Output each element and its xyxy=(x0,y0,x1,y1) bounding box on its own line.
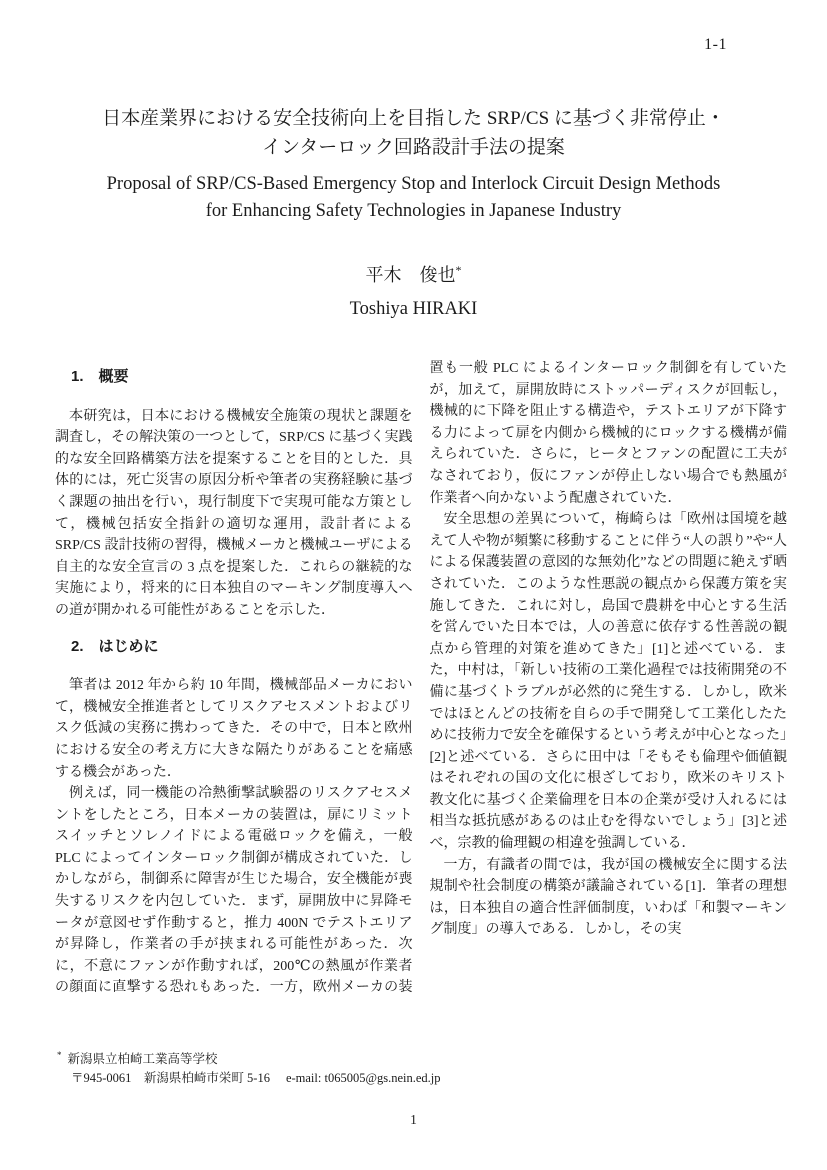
footnote xyxy=(57,1046,677,1088)
author-name-japanese xyxy=(0,261,827,287)
section-2-paragraph-4: 一方，有識者の間では，我が国の機械安全に関する法規制や社会制度の構築が議論されている[1]．筆者の理想は，日本独自の適合性評価制度，いわば「和製マーキング制度」の導入である．しかし，その実 xyxy=(429,857,787,938)
page-number: 1 xyxy=(410,1112,417,1127)
footnote-address: 〒945-0061 新潟県柏崎市栄町 5-16 xyxy=(71,1071,270,1086)
footnote-email-label: e-mail: xyxy=(285,1071,322,1086)
section-2-paragraph-1: 筆者は 2012 年から約 10 年間，機械部品メーカにおいて，機械安全推進者としてリスクアセスメントおよびリスク低減の実務に携わってきた．その中で，日本と欧州における安全の考え方に大きな隔たりがあることを痛感する機会があった． xyxy=(55,678,413,780)
title-block xyxy=(0,0,827,225)
footnote-affiliation: 新潟県立柏崎工業高等学校 xyxy=(67,1052,218,1067)
page-header-number: 1-1 xyxy=(704,36,727,53)
section-1-heading: 1. 概要 xyxy=(71,368,129,385)
title-english-line2: for Enhancing Safety Technologies in Japanese Industry xyxy=(205,201,622,221)
title-japanese-line1: 日本産業界における安全技術向上を目指した SRP/CS に基づく非常停止・ xyxy=(102,108,725,129)
title-english-line1: Proposal of SRP/CS-Based Emergency Stop and Interlock Circuit Design Methods xyxy=(106,174,721,194)
footnote-marker: * xyxy=(57,1050,62,1060)
author-affiliation-marker: * xyxy=(455,263,462,277)
section-2-heading: 2. はじめに xyxy=(71,637,159,655)
article-body xyxy=(55,358,787,1020)
section-2-paragraph-2: 例えば，同一機能の冷熱衝撃試験器のリスクアセスメントをしたところ，日本メーカの装置は，扉にリミットスイッチとソレノイドによる電磁ロックを備え，一般 PLC によってインターロック制御が構成されていた．しかしながら，制御系に障害が生じた場合，安全機能が喪失するリスクを内包していた．まず，扉開放中に昇降モータが意図せず作動すると，推力 400N でテストエリアが昇降し，作業者の手が挟まれる可能性があった．次に，不意にファンが作動すれば，200℃の熱風が作業者の顔面に直撃する恐れもあった．一方，欧州メーカの装置も一般 PLC によるインターロック制御を有していたが，加えて，扉開放時にストッパーディスクが回転し，機械的に下降を阻止する構造や，テストエリアが下降する力によって扉を内側から機械的にロックする機構が備えられていた．さらに，ヒータとファンの配置に工夫がなされており，仮にファンが停止しない場合でも熱風が作業者へ向かないよう配慮されていた． xyxy=(55,361,787,996)
title-japanese-line2: インターロック回路設計手法の提案 xyxy=(262,137,565,158)
footnote-address-line xyxy=(57,1069,677,1088)
footnote-affiliation-line xyxy=(57,1046,677,1069)
footnote-email: t065005@gs.nein.ed.jp xyxy=(324,1071,441,1086)
author-name-english: Toshiya HIRAKI xyxy=(349,299,478,319)
author-block xyxy=(0,261,827,320)
section-1-paragraph-1: 本研究は，日本における機械安全施策の現状と課題を調査し，その解決策の一つとして，SRP/CS に基づく実践的な安全回路構築方法を提案することを目的とした．具体的には，死亡災害の原因分析や筆者の実務経験に基づく課題の抽出を行い，現行制度下で実現可能な方策として，機械包括安全指針の適切な運用，設計者による SRP/CS 設計技術の習得，機械メーカと機械ユーザによる自主的な安全宣言の 3 点を提案した．これらの継続的な実施により，将来的に日本独自のマーキング制度導入への道が開かれる可能性があることを示した． xyxy=(55,408,413,618)
author-name-japanese-text: 平木 俊也 xyxy=(365,265,456,285)
section-2-paragraph-3: 安全思想の差異について，梅崎らは「欧州は国境を越えて人や物が頻繁に移動することに伴う“人の誤り”や“人による保護装置の意図的な無効化”などの問題に絶えず晒されていた．このような性悪説の観点から保護方策を実施してきた．これに対し，島国で農耕を中心とする生活を営んでいた日本では，人の善意に依存する性善説の観点から管理的対策を進めてきた」[1]と述べている．また，中村は，「新しい技術の工業化過程では技術開発の不備に基づくトラブルが必然的に発生する．しかし，欧米ではほとんどの技術を自らの手で開発して工業化したために技術力で安全を確保するという考えが中心となった」[2]と述べている．さらに田中は「そもそも倫理や価値観はそれぞれの国の文化に根ざしており，欧米のキリスト教文化に基づく企業倫理を日本の企業が受け入れるには相当な抵抗感があるのは止むを得ないでしょう」[3]と述べ，宗教的倫理観の相違を強調している． xyxy=(429,512,787,852)
